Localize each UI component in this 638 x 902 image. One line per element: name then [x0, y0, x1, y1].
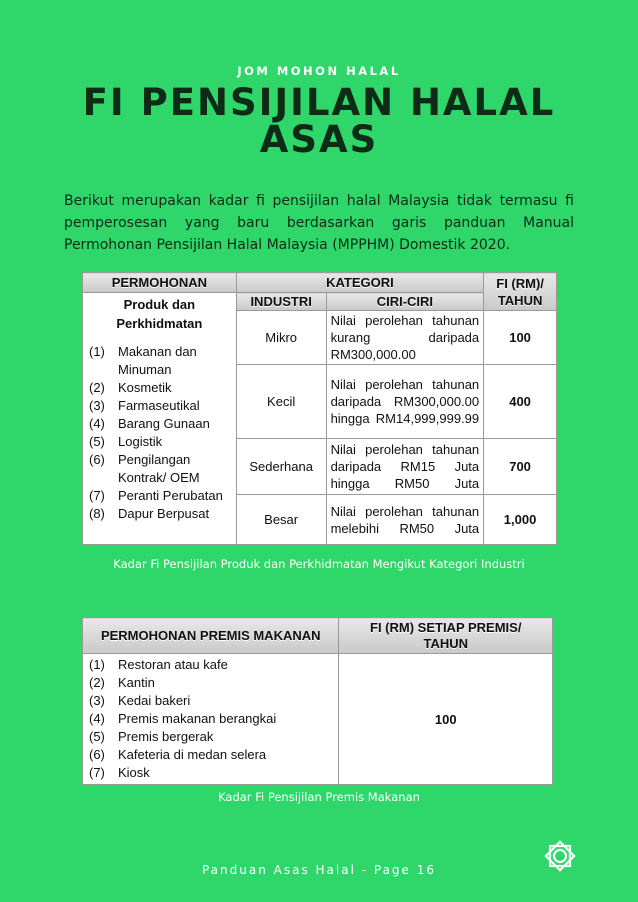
page-title [0, 81, 638, 161]
item-number: (6) [89, 747, 105, 762]
item-number: (4) [89, 416, 105, 431]
list-item [89, 692, 332, 710]
item-number: (3) [89, 693, 105, 708]
item-label: Kafeteria di medan selera [118, 747, 267, 762]
item-label: Kosmetik [118, 380, 172, 395]
industri-cell: Kecil [236, 365, 326, 439]
fi-cell: 1,000 [484, 495, 557, 545]
col-fi: FI (RM)/ TAHUN [484, 273, 557, 311]
item-number: (1) [89, 657, 105, 672]
item-label: Kiosk [118, 765, 150, 780]
col-ciri: CIRI-CIRI [326, 293, 484, 311]
item-label: Dapur Berpusat [118, 506, 210, 521]
col-permohonan-premis: PERMOHONAN PREMIS MAKANAN [83, 618, 339, 654]
list-item [89, 343, 230, 379]
list-item [89, 656, 332, 674]
industri-cell: Mikro [236, 311, 326, 365]
ciri-cell: Nilai perolehan tahunan kurang daripada RM300,000.00 [326, 311, 484, 365]
list-item [89, 451, 230, 487]
kicker: JOM MOHON HALAL [237, 64, 401, 78]
list-item [89, 710, 332, 728]
produk-cell [83, 293, 237, 545]
premis-list-cell [83, 654, 339, 785]
list-item [89, 764, 332, 782]
fi-premis-value: 100 [339, 654, 553, 785]
ciri-cell: Nilai perolehan tahunan daripada RM300,000.00 hingga RM14,999,999.99 [326, 365, 484, 439]
list-item [89, 415, 230, 433]
item-label: Pengilangan Kontrak/ OEM [118, 452, 200, 485]
ciri-cell: Nilai perolehan tahunan daripada RM15 Juta hingga RM50 Juta [326, 439, 484, 495]
list-item [89, 433, 230, 451]
item-label: Kedai bakeri [118, 693, 191, 708]
industri-cell: Besar [236, 495, 326, 545]
item-label: Barang Gunaan [118, 416, 210, 431]
item-number: (2) [89, 380, 105, 395]
list-item [89, 487, 230, 505]
item-label: Kantin [118, 675, 155, 690]
item-number: (2) [89, 675, 105, 690]
industri-cell: Sederhana [236, 439, 326, 495]
list-item [89, 379, 230, 397]
fi-cell: 100 [484, 311, 557, 365]
col-industri: INDUSTRI [236, 293, 326, 311]
halal-star-icon [542, 838, 578, 874]
col-kategori: KATEGORI [236, 273, 483, 293]
produk-title-1: Produk dan [123, 297, 196, 312]
item-number: (7) [89, 488, 105, 503]
item-number: (5) [89, 434, 105, 449]
list-item [89, 397, 230, 415]
title-line-1: FI PENSIJILAN HALAL [82, 81, 556, 124]
col-permohonan: PERMOHONAN [83, 273, 237, 293]
fi-cell: 400 [484, 365, 557, 439]
intro-paragraph: Berikut merupakan kadar fi pensijilan halal Malaysia tidak termasu fi pemperosesan yang baru berdasarkan garis panduan Manual Permohonan Pensijilan Halal Malaysia (MPPHM) Domestik 2020. [64, 193, 574, 253]
item-label: Premis bergerak [118, 729, 214, 744]
item-label: Makanan dan Minuman [118, 344, 197, 377]
list-item [89, 505, 230, 523]
table1-caption: Kadar Fi Pensijilan Produk dan Perkhidmatan Mengikut Kategori Industri [113, 557, 525, 571]
item-number: (5) [89, 729, 105, 744]
list-item [89, 728, 332, 746]
fi-cell: 700 [484, 439, 557, 495]
title-line-2: ASAS [259, 118, 379, 161]
produk-title-2: Perkhidmatan [116, 316, 203, 331]
item-number: (8) [89, 506, 105, 521]
item-number: (6) [89, 452, 105, 467]
list-item [89, 746, 332, 764]
item-label: Premis makanan berangkai [118, 711, 277, 726]
item-number: (7) [89, 765, 105, 780]
item-label: Restoran atau kafe [118, 657, 228, 672]
ciri-cell: Nilai perolehan tahunan melebihi RM50 Juta [326, 495, 484, 545]
col-fi-premis: FI (RM) SETIAP PREMIS/ TAHUN [339, 618, 553, 654]
table2-caption: Kadar Fi Pensijilan Premis Makanan [218, 790, 420, 804]
item-number: (1) [89, 344, 105, 359]
fee-table-premises [82, 617, 553, 785]
page-footer: Panduan Asas Halal - Page 16 [201, 863, 437, 877]
item-label: Logistik [118, 434, 163, 449]
fee-table-industry [82, 272, 557, 545]
item-number: (3) [89, 398, 105, 413]
item-label: Farmaseutikal [118, 398, 200, 413]
list-item [89, 674, 332, 692]
item-label: Peranti Perubatan [118, 488, 223, 503]
item-number: (4) [89, 711, 105, 726]
